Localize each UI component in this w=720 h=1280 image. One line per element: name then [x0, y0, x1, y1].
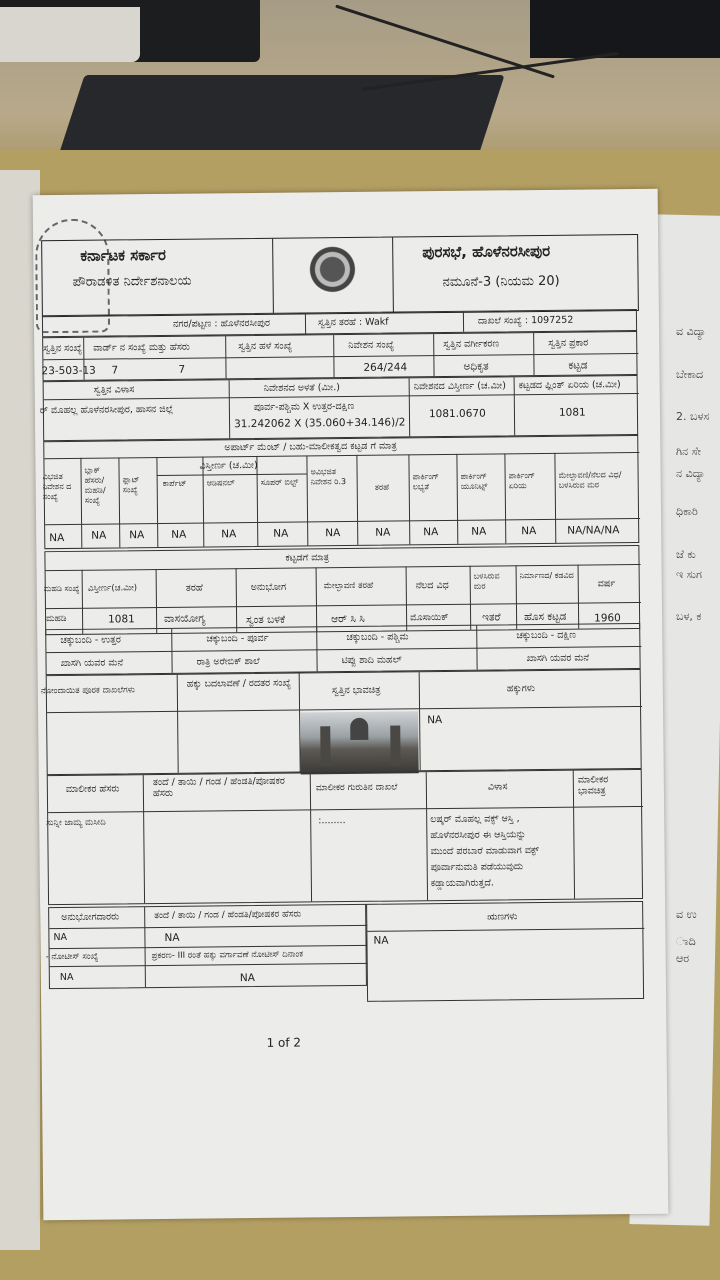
side-text: 2. ಬಳಸ: [676, 410, 710, 423]
occupant-label: ಅನುಭೋಗದಾರರು: [61, 911, 120, 924]
bld-header-2: ವಿಸ್ತೀರ್ಣ(ಚ.ಮೀ): [87, 583, 138, 594]
record-number-label: ದಾಖಲೆ ಸಂಖ್ಯೆ : 1097252: [477, 314, 574, 327]
address-table: [39, 375, 639, 441]
liabilities-label: ಋಣಗಳು: [487, 911, 518, 923]
address-value: ರ್ ಮೊಹಲ್ಲ ಹೊಳೆನರಸೀಪುರ, ಹಾಸನ ಜಿಲ್ಲೆ: [39, 403, 174, 417]
owner-address-line-5: ಕಡ್ಡಾಯವಾಗಿರುತ್ತದೆ.: [430, 877, 494, 890]
rights-label: ಹಕ್ಕುಗಳು: [506, 683, 536, 695]
apt-value-2: NA: [91, 529, 107, 542]
notice-number-label: - ನೋಟೀಸ್ ಸಂಖ್ಯೆ: [45, 951, 99, 963]
classification-label: ಸ್ವತ್ತಿನ ವರ್ಗೀಕರಣ: [443, 338, 500, 351]
west-boundary-value: ಟಿಪ್ಪು ಶಾದಿ ಮಹಲ್: [341, 654, 402, 667]
apt-header-11: ಪಾರ್ಕಿಂಗ್ ಏರಿಯ: [508, 471, 535, 491]
property-table: [42, 331, 637, 381]
ward-value: 7: [111, 364, 119, 377]
area-group-header: ವಿಸ್ತೀರ್ಣ (ಚ.ಮೀ): [199, 459, 258, 472]
side-text: ಬೇಕಾದ: [676, 368, 704, 381]
east-boundary-value: ರಾತ್ರಿ ಅರೇಬಿಕ್ ಶಾಲೆ: [196, 655, 260, 668]
side-text: ಇ ಸುಗ: [676, 568, 702, 581]
old-number-label: ಸ್ವತ್ತಿನ ಹಳೆ ಸಂಖ್ಯೆ: [238, 340, 293, 353]
apt-value-3: NA: [129, 529, 145, 542]
owner-id-label: ಮಾಲೀಕರ ಗುರುತಿನ ದಾಖಲೆ: [315, 782, 398, 794]
owner-name-value: ಸುನ್ನೀ ಜಾಮ್ಯ ಮಸೀದಿ: [46, 817, 106, 829]
apt-value-10: NA: [471, 525, 487, 538]
bld-value-3: ವಾಸಯೋಗ್ಯ: [164, 612, 206, 625]
header-box: [41, 234, 639, 317]
apartment-section-title: ಅಪಾರ್ಟ್ ಮೆಂಟ್ / ಬಹು-ಮಾಲೀಕತ್ವದ ಕಟ್ಟಡ ಗೆ ಮಾತ್ರ: [224, 440, 397, 454]
occupant-table: [45, 904, 367, 989]
classification-value: ಅಧಿಕೃತ: [463, 360, 489, 373]
site-area-label: ನಿವೇಶನದ ವಿಸ್ತೀರ್ಣ (ಚ.ಮೀ): [413, 380, 507, 393]
bld-value-2: 1081: [108, 613, 135, 626]
document-page: [33, 189, 669, 1220]
apt-header-4: ಕಾರ್ಪೆಟ್: [162, 478, 187, 488]
apt-header-12: ಮೇಲ್ಛಾವಣಿ/ನೆಲದ ವಿಧ/ಬಳಸಿರುವ ಮರ: [558, 470, 622, 490]
apartment-table: [43, 435, 639, 549]
apt-value-9: NA: [423, 526, 439, 539]
apt-header-8: ತರಹೆ: [374, 482, 390, 492]
owner-address-line-4: ಪೂರ್ವಾನುಮತಿ ಪಡೆಯುವುದು: [430, 861, 524, 874]
bld-header-1: ಮಹಡಿ ಸಂಖ್ಯೆ: [43, 583, 80, 594]
side-text: ಾದಿ: [676, 935, 696, 948]
bld-value-6: ಮೊಸಾಯಿಕ್: [410, 611, 449, 624]
side-text: ಗಿನ ಸೇ: [676, 445, 702, 458]
side-text: ಬಳ, ಕ: [676, 610, 702, 623]
bld-value-4: ಸ್ವಂತ ಬಳಕೆ: [246, 613, 286, 627]
department-block: [42, 239, 274, 316]
notice-number-value: NA: [59, 971, 74, 984]
page-number: 1 of 2: [266, 1035, 302, 1050]
property-number: 23-503-13: [41, 364, 96, 378]
apt-value-4: NA: [171, 528, 187, 541]
liabilities-table: [366, 901, 644, 1002]
bld-header-3: ತರಹೆ: [185, 582, 203, 594]
owner-address-line-2: ಹೊಳೆನರಸೀಪುರ ಈ ಆಸ್ತಿಯನ್ನು: [430, 829, 527, 842]
municipality-title: ಪುರಸಭೆ, ಹೊಳೆನರಸೀಪುರ: [422, 241, 551, 262]
emblem-block: [272, 238, 394, 314]
boundaries-table: [45, 623, 640, 675]
apt-header-9: ಪಾರ್ಕಿಂಗ್ ಲಭ್ಯತೆ: [412, 472, 439, 492]
building-table: [44, 545, 640, 635]
town-label: ನಗರ/ಪಟ್ಟಣ : ಹೊಳೆನರಸೀಪುರ: [172, 317, 271, 330]
bld-header-8: ನಿರ್ಮಾಣದ/ ಕಡವಿದ: [519, 570, 574, 581]
registered-docs-label: ನೋಂದಾಯಿತ ಪೂರಕ ದಾಖಲೆಗಳು: [40, 685, 136, 697]
building-section-title: ಕಟ್ಟಡಗೆ ಮಾತ್ರ: [285, 552, 330, 564]
property-photo-label: ಸ್ವತ್ತಿನ ಭಾವಚಿತ್ರ: [331, 684, 381, 697]
state-emblem-icon: [302, 246, 363, 305]
south-boundary-label: ಚಕ್ಕುಬಂದಿ - ದಕ್ಷಿಣ: [516, 629, 577, 642]
monitor-stand: [0, 0, 260, 62]
west-boundary-label: ಚಕ್ಕುಬಂದಿ - ಪಶ್ಚಿಮ: [346, 631, 409, 644]
east-boundary-label: ಚಕ್ಕುಬಂದಿ - ಪೂರ್ವ: [206, 632, 269, 645]
occupant-value: NA: [53, 931, 68, 944]
side-text: ವ ಉ: [676, 908, 697, 921]
owner-address-line-1: ಲಷ್ಕರ್ ಮೊಹಲ್ಲ ವಕ್ಫ್ ಆಸ್ತಿ ,: [430, 813, 520, 826]
address-label: ಸ್ವತ್ತಿನ ವಿಳಾಸ: [93, 384, 135, 396]
dept-title: ಕರ್ನಾಟಕ ಸರ್ಕಾರ: [80, 245, 167, 265]
property-type-label: ಸ್ವತ್ತಿನ ತರಹೆ : Wakf: [317, 316, 389, 329]
property-number-label: ಸ್ವತ್ತಿನ ಸಂಖ್ಯೆ: [43, 342, 83, 355]
property-kind-label: ಸ್ವತ್ತಿನ ಪ್ರಕಾರ: [548, 337, 589, 349]
occupant-parent-label: ತಂದೆ / ತಾಯಿ / ಗಂಡ / ಹೆಂಡತಿ/ಪೋಷಕರ ಹೆಸರು: [154, 909, 302, 922]
side-text: ಜೆ ಕು: [676, 548, 696, 561]
apt-header-2: ಬ್ಲಾಕ್ ಹೆಸರು/ ಮಹಡಿ/ ಸಂಖ್ಯೆ: [84, 465, 106, 505]
south-boundary-value: ಖಾಸಗಿ ಯವರ ಮನೆ: [526, 652, 590, 665]
site-number-value: 264/244: [363, 361, 408, 374]
owner-id-value: :........: [318, 815, 346, 827]
bld-header-4: ಅನುಭೋಗ: [250, 581, 287, 594]
bld-header-7: ಬಳಸಿರುವ ಮರ: [473, 571, 500, 591]
apt-header-6: ಸೂಪರ್ ಬಿಲ್ಟ್: [260, 477, 299, 487]
apt-header-5: ಆಡಿಷನಲ್: [206, 478, 235, 488]
bld-value-7: ಇತರೆ: [482, 611, 501, 624]
dimension-line-1: ಪೂರ್ವ-ಪಶ್ಚಿಮ X ಉತ್ತರ-ದಕ್ಷಿಣ: [253, 400, 355, 413]
property-kind-value: ಕಟ್ಟಡ: [568, 359, 588, 372]
owner-address-line-3: ಮುಂದೆ ಪರಬಾರೆ ಮಾಡುವಾಗ ವಕ್ಫ್: [430, 845, 540, 858]
notice-date-label: ಪ್ರಕರಣ- III ರಂತೆ ಹಕ್ಕು ವರ್ಗಾವಣೆ ನೋಟೀಸ್ ದಿನಾಂಕ: [151, 949, 304, 962]
apt-header-1: ವಿಭಜಿತ ನಿವೇಶನ ದ ಸಂಖ್ಯೆ: [42, 472, 72, 502]
bld-value-8: ಹೊಸ ಕಟ್ಟಡ: [524, 610, 567, 624]
owner-name-label: ಮಾಲೀಕರ ಹೆಸರು: [65, 783, 120, 795]
apt-value-1: NA: [49, 531, 65, 545]
property-photo: [300, 711, 419, 774]
rights-change-label: ಹಕ್ಕು ಬದಲಾವಣೆ / ರದತರ ಸಂಖ್ಯೆ: [186, 677, 292, 690]
side-text: ನ ವಿದ್ಯಾ: [676, 467, 706, 480]
bld-value-9: 1960: [594, 612, 621, 625]
bld-header-6: ನೆಲದ ವಿಧ: [415, 579, 449, 592]
apt-value-6: NA: [273, 527, 289, 540]
bld-header-5: ಮೇಲ್ಛಾವಣಿ ತರಹೆ: [323, 580, 374, 592]
notice-date-value: NA: [239, 972, 255, 985]
apt-value-12: NA/NA/NA: [567, 524, 620, 537]
dimension-label: ನಿವೇಶನದ ಅಳತೆ (ಮೀ.): [263, 382, 340, 394]
apt-header-3: ಫ್ಲಾಟ್ ಸಂಖ್ಯೆ: [122, 475, 140, 495]
rights-value: NA: [427, 714, 443, 727]
occupant-parent-value: NA: [164, 931, 180, 944]
ward-label: ವಾರ್ಡ್ ನ ಸಂಖ್ಯೆ ಮತ್ತು ಹೆಸರು: [93, 341, 190, 354]
apt-header-10: ಪಾರ್ಕಿಂಗ್ ಯೂನಿಟ್ಸ್: [460, 471, 488, 491]
plinth-area-value: 1081: [558, 406, 586, 419]
side-text: ವ ವಿದ್ಯಾ: [676, 325, 707, 338]
apt-value-8: NA: [375, 526, 391, 539]
liabilities-value: NA: [373, 934, 389, 947]
side-text: ಧಿಕಾರಿ: [676, 505, 698, 518]
apt-value-7: NA: [325, 527, 341, 540]
form-number: ನಮೂನೆ-3 (ನಿಯಮ 20): [442, 273, 560, 291]
owner-parent-label: ತಂದೆ / ತಾಯಿ / ಗಂಡ / ಹೆಂಡತಿ/ಪೋಷಕರ ಹೆಸರು: [152, 775, 285, 800]
second-monitor: [530, 0, 720, 58]
dimension-line-2: 31.242062 X (35.060+34.146)/2: [233, 416, 406, 431]
dept-subtitle: ಪೌರಾಡಳಿತ ನಿರ್ದೇಶನಾಲಯ: [72, 273, 192, 290]
bld-value-5: ಆರ್ ಸಿ ಸಿ: [331, 612, 365, 626]
site-area-value: 1081.0670: [428, 407, 486, 421]
side-text: ಆರ: [676, 952, 690, 965]
site-number-label: ನಿವೇಶನ ಸಂಖ್ಯೆ: [348, 339, 395, 352]
north-boundary-value: ಖಾಸಗಿ ಯವರ ಮನೆ: [60, 657, 124, 670]
owner-table: [47, 769, 643, 905]
apt-value-11: NA: [521, 525, 537, 538]
bld-header-9: ವರ್ಷ: [597, 578, 616, 590]
apt-value-5: NA: [221, 528, 237, 541]
owner-photo-label: ಮಾಲೀಕರ ಭಾವಚಿತ್ರ: [577, 774, 609, 797]
apt-header-7: ಅವಿಭಜಿತ ನಿವೇಶನ ರಿ.3: [310, 467, 347, 487]
owner-address-label: ವಿಳಾಸ: [487, 781, 508, 793]
bld-value-1: ಮಹಡಿ: [46, 613, 67, 625]
north-boundary-label: ಚಕ್ಕುಬಂದಿ - ಉತ್ತರ: [60, 634, 121, 647]
plinth-area-label: ಕಟ್ಟಡದ ಫ್ಲಿಂತ್ ಏರಿಯ (ಚ.ಮೀ): [518, 379, 621, 392]
old-number-value: 7: [178, 363, 186, 376]
